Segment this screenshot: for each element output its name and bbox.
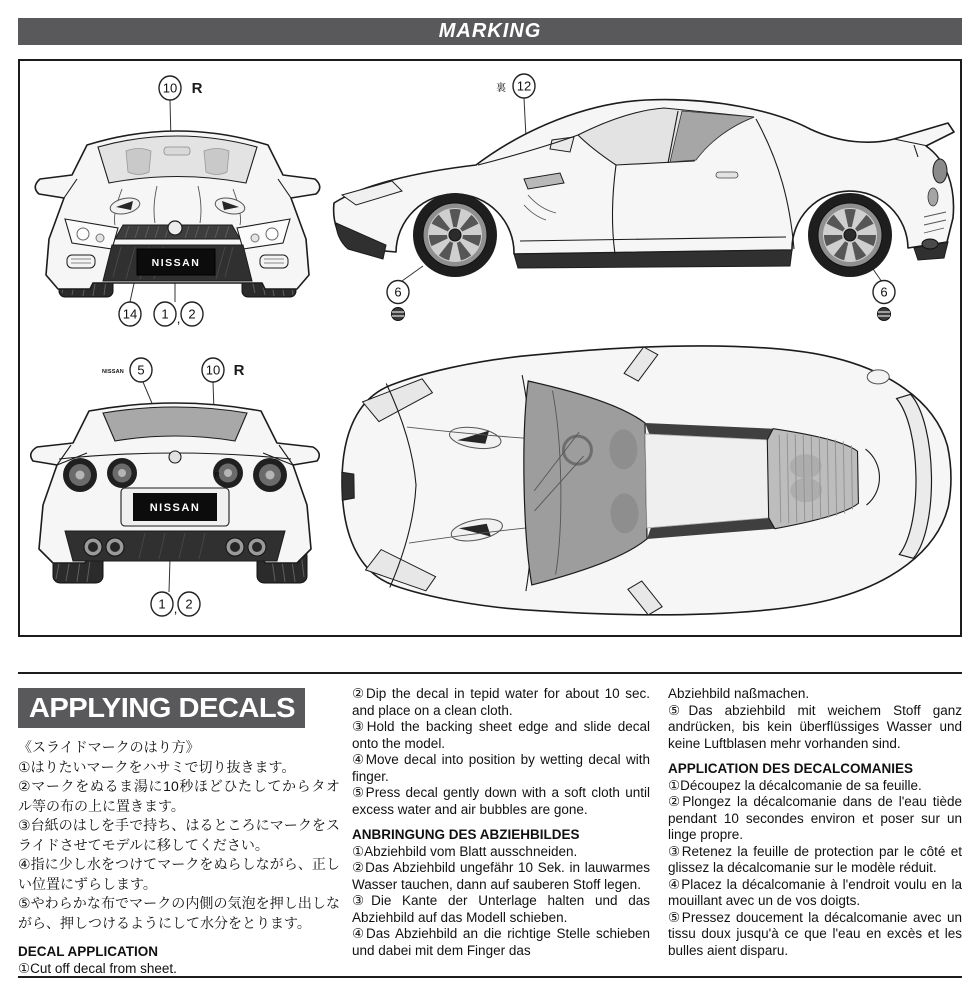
fr-step-5: ⑤Pressez doucement la décalcomanie avec un tissu doux jusqu'à ce que l'eau en excès et les bulles aient disparu.: [668, 909, 962, 958]
divider-bottom: [18, 976, 962, 978]
fuel-cap: [867, 370, 889, 384]
instructions-column-german-french: [668, 686, 962, 959]
callout-1-2-rear: [151, 592, 200, 616]
wheel-cap-icon: [878, 308, 891, 321]
de-step-4-continued: Abziehbild naßmachen.: [668, 686, 810, 701]
fr-step-1: ①Découpez la décalcomanie de sa feuille.: [668, 777, 922, 793]
de-step-3: ③Die Kante der Unterlage halten und das Abziehbild auf das Modell schieben.: [352, 893, 650, 925]
top-car-drawing: [340, 341, 954, 620]
svg-text:6: 6: [394, 284, 402, 300]
fr-step-4: ④Placez la décalcomanie à l'endroit voulu en la mouillant avec un de vos doigts.: [668, 876, 962, 908]
en-step-3: ③Hold the backing sheet edge and slide decal onto the model.: [352, 719, 650, 751]
jp-heading: 《スライドマークのはり方》: [18, 739, 200, 755]
svg-text:1: 1: [161, 306, 169, 322]
nissan-logo-label: NISSAN: [102, 369, 124, 375]
marking-header-bar: [18, 18, 962, 45]
callout-12: [496, 74, 535, 98]
side-car-drawing: [334, 100, 954, 277]
callout-1-2-front: [154, 302, 203, 326]
svg-text:2: 2: [188, 306, 196, 322]
top-view-drawing: [325, 326, 960, 637]
reverse-side-kanji: 裏: [496, 83, 506, 94]
callout-14: [119, 302, 141, 326]
svg-text:5: 5: [137, 362, 145, 378]
marking-diagram-box: [18, 59, 962, 637]
instructions-column-english-german: [352, 686, 650, 959]
en-step-2: ②Dip the decal in tepid water for about 10 sec. and place on a clean cloth.: [352, 686, 650, 718]
rear-gtr-badge: R: [214, 472, 220, 479]
callout-6-front-wheel: [387, 281, 409, 321]
instructions-column-japanese: [18, 686, 340, 977]
svg-text:10: 10: [205, 362, 221, 378]
german-heading: ANBRINGUNG DES ABZIEHBILDES: [352, 827, 580, 842]
jp-step-1: ①はりたいマークをハサミで切り抜きます。: [18, 758, 296, 775]
divider-top: [18, 672, 962, 674]
rear-nissan-badge: [169, 451, 181, 463]
de-step-1: ①Abziehbild vom Blatt ausschneiden.: [352, 843, 578, 859]
callout-10-rear: [202, 358, 245, 382]
svg-text:6: 6: [880, 284, 888, 300]
jp-step-4: ④指に少し水をつけてマークをぬらしながら、正しい位置にずらします。: [18, 856, 340, 892]
de-step-4: ④Das Abziehbild an die richtige Stelle schieben und dabei mit dem Finger das: [352, 926, 650, 958]
svg-text:2: 2: [185, 596, 193, 612]
front-car-drawing: [35, 131, 320, 297]
rear-license-plate-text: NISSAN: [149, 502, 201, 514]
svg-text:,: ,: [176, 311, 181, 326]
wheel-cap-icon: [392, 308, 405, 321]
applying-decals-title: APPLYING DECALS: [28, 692, 295, 723]
fr-step-3: ③Retenez la feuille de protection par le côté et glissez la décalcomanie sur le modèle réduit.: [668, 843, 962, 875]
rear-car-drawing: [31, 403, 320, 583]
svg-text:,: ,: [173, 601, 178, 616]
marking-title: MARKING: [438, 20, 542, 42]
callout-12-number: 12: [516, 78, 532, 94]
front-view-drawing: [25, 75, 335, 330]
jp-step-3: ③台紙のはしを手で持ち、はるところにマークをスライドさせてモデルに移してください。: [18, 817, 340, 853]
r-logo-front: R: [191, 80, 203, 97]
decal-application-heading: DECAL APPLICATION: [18, 944, 159, 959]
en-step-4: ④Move decal into position by wetting decal with finger.: [352, 752, 650, 784]
callout-14-number: 14: [122, 306, 138, 322]
en-step-5: ⑤Press decal gently down with a soft cloth until excess water and air bubbles are gone.: [352, 785, 650, 817]
front-license-plate-text: NISSAN: [151, 257, 201, 269]
r-logo-rear: R: [233, 362, 245, 379]
svg-text:1: 1: [158, 596, 166, 612]
jp-step-5: ⑤やわらかな布でマークの内側の気泡を押し出しながら、押しつけるようにして水分をとります。: [18, 895, 340, 931]
de-step-5: ⑤Das abziehbild mit weichem Stoff ganz andrücken, bis kein überflüssiges Wasser und keine Luftblasen mehr vorhanden sind.: [668, 702, 962, 751]
en-step-1: ①Cut off decal from sheet.: [18, 960, 177, 976]
front-nissan-badge: [168, 221, 182, 235]
callout-5: [102, 358, 152, 382]
french-heading: APPLICATION DES DECALCOMANIES: [668, 761, 914, 776]
applying-decals-header: [18, 688, 305, 728]
side-view-drawing: [328, 73, 958, 325]
callout-10-front: [159, 76, 203, 100]
rear-wheel: [808, 193, 892, 277]
fr-step-2: ②Plongez la décalcomanie dans de l'eau tiède pendant 10 secondes environ et poser sur un linge propre.: [668, 794, 962, 842]
callout-6-rear-wheel: [873, 281, 895, 321]
front-wheel: [413, 193, 497, 277]
de-step-2: ②Das Abziehbild ungefähr 10 Sek. in lauwarmes Wasser tauchen, dann auf sauberen Stoff legen.: [352, 860, 650, 892]
jp-step-2: ②マークをぬるま湯に10秒ほどひたしてからタオル等の布の上に置きます。: [18, 778, 340, 814]
rear-view-drawing: [25, 357, 335, 619]
callout-10-front-number: 10: [162, 80, 178, 96]
